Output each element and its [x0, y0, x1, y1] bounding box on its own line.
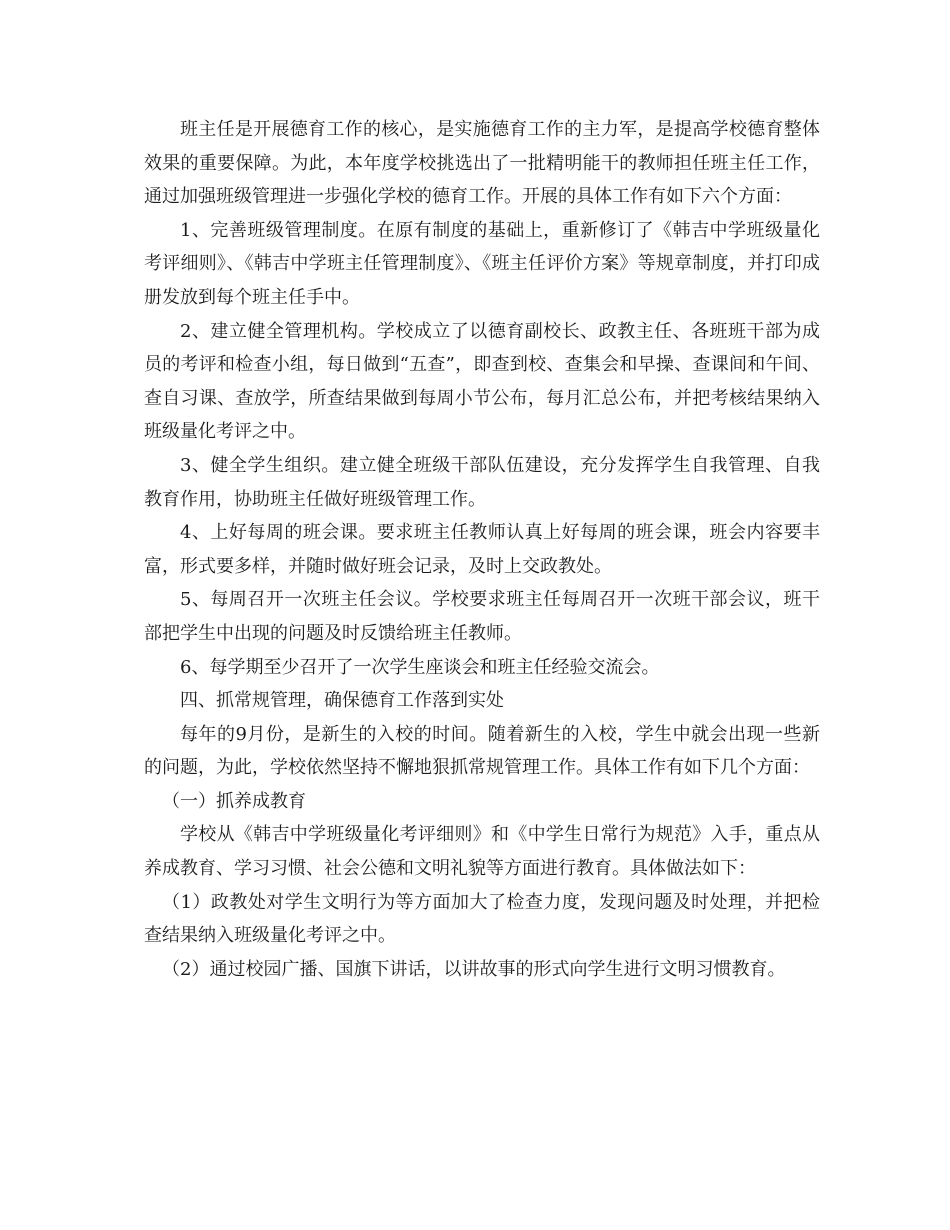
document-page	[144, 113, 820, 986]
paragraph-subsection-1-intro: 学校从《韩吉中学班级量化考评细则》和《中学生日常行为规范》入手，重点从养成教育、学习习惯、社会公德和文明礼貌等方面进行教育。具体做法如下：	[144, 824, 820, 880]
paragraph-item-4: 4、上好每周的班会课。要求班主任教师认真上好每周的班会课，班会内容要丰富，形式要多样，并随时做好班会记录，及时上交政教处。	[144, 522, 820, 577]
paragraph-measure-1: （1）政教处对学生文明行为等方面加大了检查力度，发现问题及时处理，并把检查结果纳入班级量化考评之中。	[144, 891, 820, 947]
paragraph-item-5: 5、每周召开一次班主任会议。学校要求班主任每周召开一次班干部会议，班干部把学生中出现的问题及时反馈给班主任教师。	[144, 589, 820, 644]
paragraph-item-6: 6、每学期至少召开了一次学生座谈会和班主任经验交流会。	[180, 656, 660, 678]
paragraph-item-2: 2、建立健全管理机构。学校成立了以德育副校长、政教主任、各班班干部为成员的考评和检查小组，每日做到“五查”，即查到校、查集会和早操、查课间和午间、查自习课、查放学，所查结果做到每周小节公布，每月汇总公布，并把考核结果纳入班级量化考评之中。	[144, 320, 820, 443]
paragraph-section-4-intro: 每年的9月份，是新生的入校的时间。随着新生的入校，学生中就会出现一些新的问题，为此，学校依然坚持不懈地狠抓常规管理工作。具体工作有如下几个方面：	[144, 723, 820, 779]
subsection-heading-1: （一）抓养成教育	[162, 790, 306, 812]
paragraph-item-1: 1、完善班级管理制度。在原有制度的基础上，重新修订了《韩吉中学班级量化考评细则》、《韩吉中学班主任管理制度》、《班主任评价方案》等规章制度，并打印成册发放到每个班主任手中。	[144, 219, 820, 308]
paragraph-item-3: 3、健全学生组织。建立健全班级干部队伍建设，充分发挥学生自我管理、自我教育作用，协助班主任做好班级管理工作。	[144, 454, 820, 510]
paragraph-intro: 班主任是开展德育工作的核心，是实施德育工作的主力军，是提高学校德育整体效果的重要保障。为此，本年度学校挑选出了一批精明能干的教师担任班主任工作，通过加强班级管理进一步强化学校的德育工作。开展的具体工作有如下六个方面：	[144, 119, 820, 208]
section-heading-4: 四、抓常规管理，确保德育工作落到实处	[180, 690, 504, 712]
paragraph-measure-2: （2）通过校园广播、国旗下讲话，以讲故事的形式向学生进行文明习惯教育。	[162, 958, 786, 980]
